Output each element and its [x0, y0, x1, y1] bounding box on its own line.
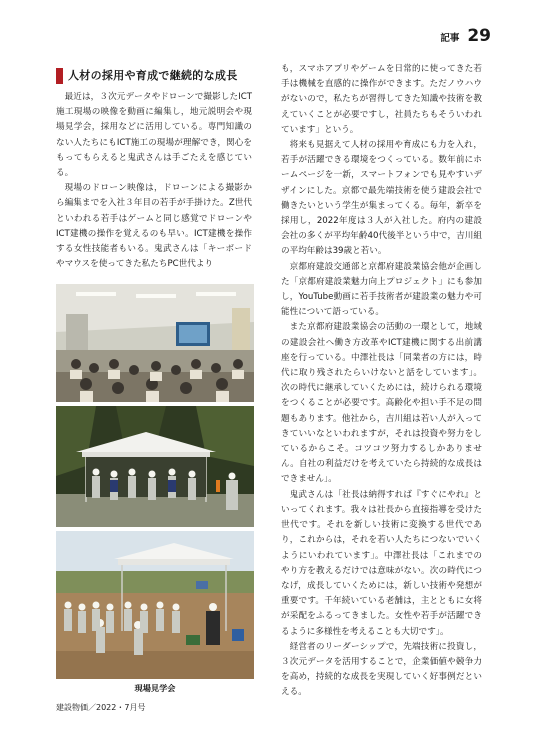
seminar-room-photo	[56, 284, 254, 402]
paragraph: 経営者のリーダーシップで，先端技術に投資し，３次元データを活用することで，企業価値や競争力を高め，持続的な成長を実現していく好事例だといえる。	[281, 641, 482, 698]
paragraph: 京都府建設交通部と京都府建設業協会他が企画した「京都府建設業魅力向上プロジェクト」にも参加し，YouTube動画に若手技術者が建設業の魅力や可能性について語っている。	[281, 261, 482, 318]
section-title: 人材の採用や育成で継続的な成長	[68, 69, 238, 83]
paragraph: また京都府建設業協会の活動の一環として，地域の建設会社へ働き方改革やICT建機に関する出前講座を行っている。中澤社長は「同業者の方には，時代に取り残されたらいけないと話をしています」。次の時代に継承していくためには，続けられる環境をつくることが必要です。高齢化や担い手不足の問題もあります。他社から，吉川組は若い人が入ってきていいなといわれますが，それは投資や努力をしているからこそ。コツコツ努力するしかありません。自社の利益だけを考えていたら持続的な成長はできません」。	[281, 322, 482, 485]
paragraph: も，スマホアプリやゲームを日常的に使ってきた若手は機械を直感的に操作ができます。ただノウハウがないので，私たちが習得してきた知識や技術を教えていくことが必要ですし，社員たちもそういわれています」という。	[281, 64, 482, 135]
heading-mark	[56, 68, 63, 84]
paragraph: 将来も見据えて人材の採用や育成にも力を入れ，若手が活躍できる環境をつくっている。数年前にホームページを一新，スマートフォンでも見やすいデザインにした。京都で最先端技術を使う建設会社で働きたいという学生が集まってくる。毎年，新卒を採用し，2022年度は３人が入社した。府内の建設会社の多くが平均年齢40代後半という中で，吉川組の平均年齢は39歳と若い。	[281, 140, 482, 257]
paragraph: 鬼武さんは「社長は納得すれば『すぐにやれ』といってくれます。我々は社長から直接指導を受けた世代です。それを新しい技術に変換する世代であり，これからは，それを若い人たちにつないでいくようにいわれています」。中澤社長は「これまでのやり方を教えるだけでは意味がない。次の時代につなげ，成長していくためには，新しい技術や発想が重要です。千年続いている老舗は，主とともに女将が采配をふるってきました。女性や若手が活躍できるように多様性を考えることも大切です」。	[281, 489, 482, 637]
site-tour-photo	[56, 531, 254, 679]
page-footer: 建設物価／2022・7月号	[56, 703, 146, 712]
site-tent-photo	[56, 406, 254, 527]
right-column	[281, 62, 482, 701]
photo-caption: 現場見学会	[134, 683, 176, 693]
page-number: 29	[467, 26, 491, 46]
left-column	[56, 68, 252, 272]
section-heading	[56, 68, 252, 84]
header-label: 記事	[440, 33, 460, 44]
page-header	[440, 26, 491, 46]
paragraph: 現場のドローン映像は，ドローンによる撮影から編集までを入社３年目の若手が手掛けた。Z世代といわれる若手はゲームと同じ感覚でドローンやICT建機の操作を覚えるのも早い。ICT建機を操作する女性技能者もいる。鬼武さんは「キーボードやマウスを使ってきた私たちPC世代より	[56, 183, 252, 270]
paragraph: 最近は，３次元データやドローンで撮影したICT施工現場の映像を動画に編集し，地元説明会や現場見学会，採用などに活用している。専門知識のない人たちにもICT施工の現場が理解でき，関心をもってもらえると鬼武さんは手ごたえを感じている。	[56, 92, 252, 179]
